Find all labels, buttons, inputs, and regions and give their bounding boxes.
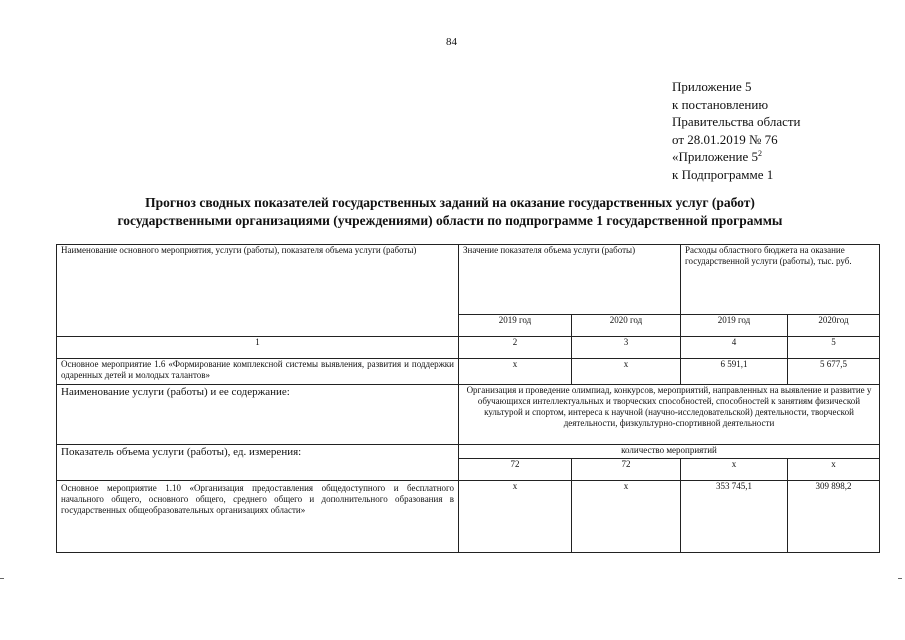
- value-cell: х: [572, 359, 681, 385]
- service-content: Организация и проведение олимпиад, конкурсов, мероприятий, направленных на выявление и развитие у обучающихся интеллектуальных и творческих способностей, способностей к занятиям физической культурой и спортом, интереса к научной (научно-исследовательской) деятельности, творческой деятельности, физкультурно-спортивной деятельности: [459, 385, 880, 445]
- appendix-block: [672, 78, 801, 183]
- indicator-label: Показатель объема услуги (работы), ед. измерения:: [57, 445, 459, 481]
- header-cell-volume: Значение показателя объема услуги (работы): [459, 245, 681, 315]
- title-line: Прогноз сводных показателей государственных заданий на оказание государственных услуг (работ): [145, 195, 755, 210]
- appendix-line: от 28.01.2019 № 76: [672, 131, 778, 147]
- indicator-unit: количество мероприятий: [459, 445, 880, 459]
- value-cell: 5 677,5: [788, 359, 880, 385]
- value-cell: 72: [459, 459, 572, 481]
- year-cell: 2020год: [788, 315, 880, 337]
- column-number: 5: [788, 337, 880, 359]
- value-cell: х: [788, 459, 880, 481]
- year-cell: 2020 год: [572, 315, 681, 337]
- table-row: [57, 385, 880, 445]
- appendix-line: [672, 148, 801, 166]
- page-number: 84: [446, 36, 457, 48]
- value-cell: х: [572, 481, 681, 553]
- value-cell: 353 745,1: [681, 481, 788, 553]
- appendix-line: к Подпрограмме 1: [672, 166, 774, 182]
- table-number-row: [57, 337, 880, 359]
- appendix-superscript: 2: [758, 149, 763, 158]
- table-header-row: [57, 245, 880, 315]
- activity-name: Основное мероприятие 1.10 «Организация предоставления общедоступного и бесплатного начального общего, основного общего, среднего общего и дополнительного образования в государственных общеобразовательных организациях области»: [57, 481, 459, 553]
- document-title: [40, 194, 860, 230]
- value-cell: 309 898,2: [788, 481, 880, 553]
- scan-edge-mark: [898, 578, 902, 579]
- table-row: [57, 445, 880, 459]
- appendix-line: к постановлению: [672, 96, 769, 112]
- activity-name: Основное мероприятие 1.6 «Формирование комплексной системы выявления, развития и поддержки одаренных детей и молодых талантов»: [57, 359, 459, 385]
- column-number: 4: [681, 337, 788, 359]
- value-cell: 72: [572, 459, 681, 481]
- value-cell: х: [459, 481, 572, 553]
- column-number: 3: [572, 337, 681, 359]
- value-cell: х: [459, 359, 572, 385]
- year-cell: 2019 год: [681, 315, 788, 337]
- value-cell: х: [681, 459, 788, 481]
- service-label: Наименование услуги (работы) и ее содержание:: [57, 385, 459, 445]
- year-cell: 2019 год: [459, 315, 572, 337]
- value-cell: 6 591,1: [681, 359, 788, 385]
- column-number: 1: [57, 337, 459, 359]
- appendix-line: Приложение 5: [672, 79, 752, 94]
- title-line: государственными организациями (учреждениями) области по подпрограмме 1 государственной программы: [117, 213, 783, 228]
- table-row: [57, 359, 880, 385]
- forecast-table: [56, 244, 880, 553]
- header-cell-name: Наименование основного мероприятия, услуги (работы), показателя объема услуги (работы): [57, 245, 459, 337]
- appendix-line-text: «Приложение 5: [672, 149, 759, 164]
- appendix-line: Правительства области: [672, 114, 801, 129]
- header-cell-expenses: Расходы областного бюджета на оказание государственной услуги (работы), тыс. руб.: [681, 245, 880, 315]
- column-number: 2: [459, 337, 572, 359]
- table-row: [57, 481, 880, 553]
- scan-edge-mark: [0, 578, 4, 579]
